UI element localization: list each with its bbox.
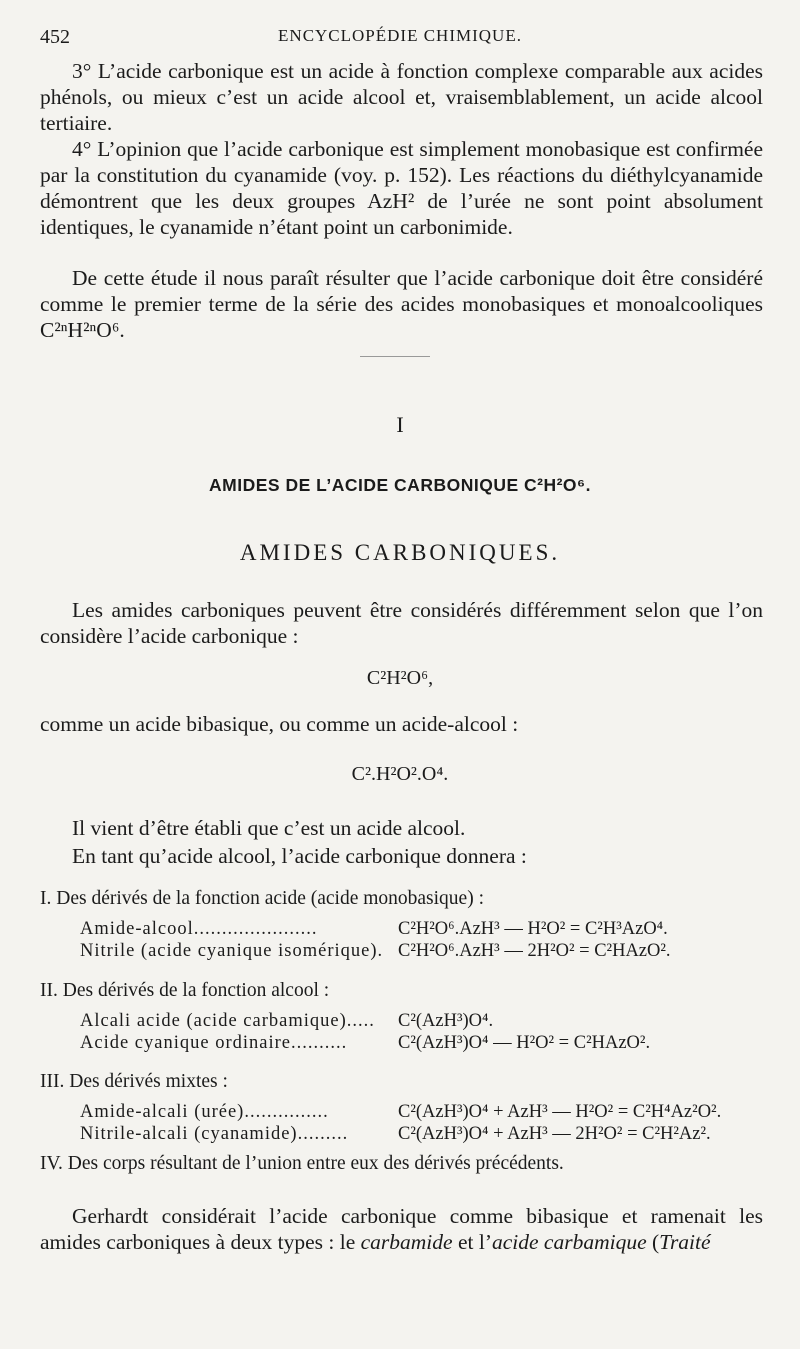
paragraph-etabli: Il vient d’être établi que c’est un acide alcool. — [72, 816, 466, 840]
item-formula: C²H²O⁶.AzH³ — H²O² = C²H³AzO⁴. — [398, 919, 668, 939]
text-run: ( — [646, 1230, 660, 1254]
paragraph-acide-alcool: 3° L’acide carbonique est un acide à fonction complexe comparable aux acides phénols, ou mieux c’est un acide alcool et, vraisemblablement, un acide alcool tertiaire. — [40, 59, 763, 135]
group-heading-4: IV. Des corps résultant de l’union entre eux des dérivés précédents. — [40, 1153, 564, 1174]
page-header — [40, 26, 760, 52]
term-carbamide: carbamide — [360, 1230, 453, 1254]
item-label: Acide cyanique ordinaire.......... — [80, 1033, 348, 1053]
term-acide-carbamique: acide carbamique — [491, 1230, 647, 1254]
paragraph-conclusion: De cette étude il nous paraît résulter que l’acide carbonique doit être considéré comme le premier terme de la série des acides monobasiques et monoalcooliques C²ⁿH²ⁿO⁶. — [40, 266, 763, 342]
item-label: Amide-alcali (urée)............... — [80, 1102, 329, 1122]
separator-rule — [360, 356, 430, 357]
item-label: Amide-alcool...................... — [80, 919, 318, 939]
section-number: I — [396, 412, 404, 437]
item-formula: C²(AzH³)O⁴ + AzH³ — H²O² = C²H⁴Az²O². — [398, 1102, 722, 1122]
group-heading-1: I. Des dérivés de la fonction acide (acide monobasique) : — [40, 888, 484, 909]
page-number: 452 — [40, 26, 70, 48]
item-label: Nitrile (acide cyanique isomérique). — [80, 941, 384, 961]
text-run: et l’ — [452, 1230, 492, 1254]
item-formula: C²(AzH³)O⁴ + AzH³ — 2H²O² = C²H²Az². — [398, 1124, 711, 1144]
item-formula: C²(AzH³)O⁴ — H²O² = C²HAzO². — [398, 1033, 651, 1053]
item-formula: C²(AzH³)O⁴. — [398, 1011, 494, 1031]
group-heading-2: II. Des dérivés de la fonction alcool : — [40, 980, 330, 1001]
paragraph-gerhardt — [40, 1203, 763, 1255]
paragraph-monobasique: 4° L’opinion que l’acide carbonique est simplement monobasique est confirmée par la constitution du cyanamide (voy. p. 152). Les réactions du diéthylcyanamide démontrent que les deux groupes AzH² de l’urée ne sont point absolument identiques, le cyanamide n’étant point un carbonimide. — [40, 137, 763, 239]
paragraph-donnera: En tant qu’acide alcool, l’acide carbonique donnera : — [72, 844, 527, 868]
item-label: Alcali acide (acide carbamique)..... — [80, 1011, 375, 1031]
item-label: Nitrile-alcali (cyanamide)......... — [80, 1124, 349, 1144]
formula-bibasique: C²H²O⁶, — [366, 667, 434, 689]
section-title: AMIDES DE L’ACIDE CARBONIQUE C²H²O⁶. — [209, 475, 591, 495]
formula-acide-alcool: C².H²O².O⁴. — [351, 763, 449, 785]
text-run: Gerhardt considérait l’acide carbonique comme bibasique et ramenait les amides carboniques à deux types : le — [40, 1204, 763, 1254]
section-subtitle: AMIDES CARBONIQUES. — [239, 540, 561, 565]
paragraph-intro-amides: Les amides carboniques peuvent être considérés différemment selon que l’on considère l’acide carbonique : — [40, 598, 763, 648]
paragraph-acide-alcool-alt: comme un acide bibasique, ou comme un acide-alcool : — [40, 712, 519, 736]
item-formula: C²H²O⁶.AzH³ — 2H²O² = C²HAzO². — [398, 941, 671, 961]
group-heading-3: III. Des dérivés mixtes : — [40, 1071, 228, 1092]
running-title: ENCYCLOPÉDIE CHIMIQUE. — [278, 26, 522, 45]
term-traite: Traité — [659, 1230, 711, 1254]
